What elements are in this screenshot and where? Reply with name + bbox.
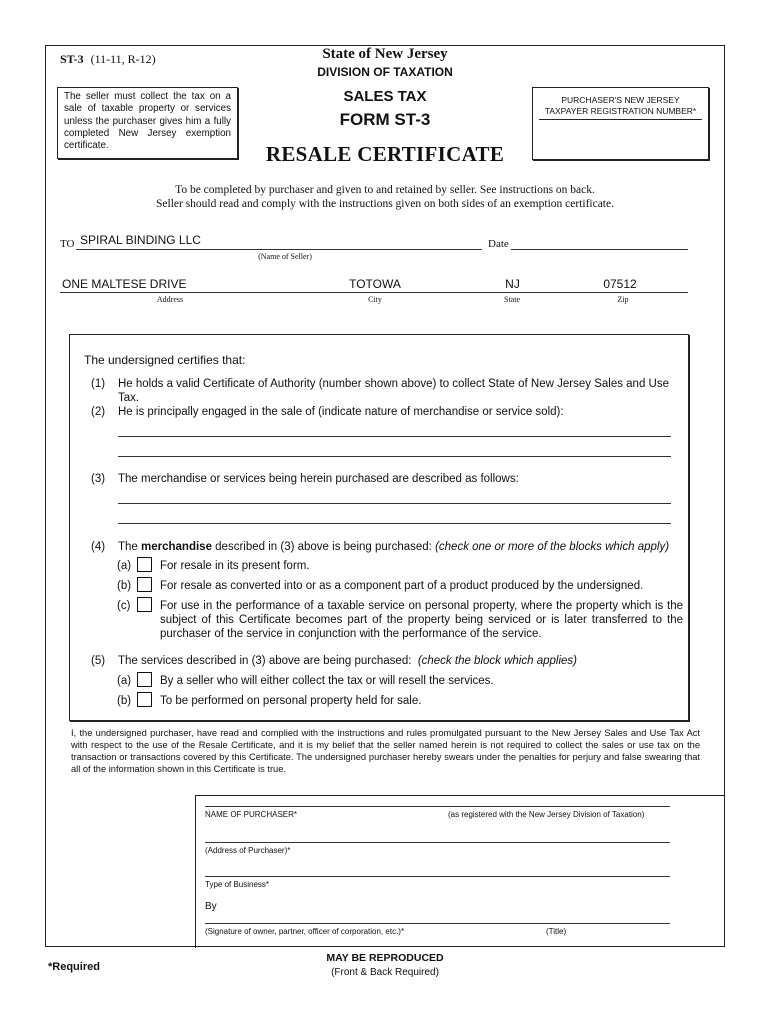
to-label: TO <box>60 238 75 250</box>
may-be-reproduced: MAY BE REPRODUCED <box>326 952 444 964</box>
seller-name-line <box>76 249 482 250</box>
item4-bold: merchandise <box>141 541 212 553</box>
item5-text <box>118 654 688 668</box>
address-caption: Address <box>156 295 184 304</box>
signature-label: (Signature of owner, partner, officer of corporation, etc.)* <box>205 927 405 936</box>
item4c-text: For use in the performance of a taxable service on personal property, where the property which is the subject of this Certificate becomes part of the property being serviced or is later transferred to the purchaser of the service in conjunction with the performance of the service. <box>160 600 683 640</box>
item4b-text: For resale as converted into or as a component part of a product produced by the undersigned. <box>160 580 644 592</box>
instructions <box>60 183 710 211</box>
item3-answer-line1[interactable] <box>118 503 671 504</box>
item5a-text: By a seller who will either collect the tax or will resell the services. <box>160 675 494 687</box>
title-label: (Title) <box>546 927 567 936</box>
item4b-letter: (b) <box>117 580 132 592</box>
item3-number: (3) <box>91 473 106 485</box>
business-type-line[interactable] <box>205 876 670 877</box>
required-note: *Required <box>48 961 100 973</box>
form-code: ST-3 <box>60 52 84 66</box>
date-label: Date <box>488 238 509 250</box>
reg-label-line2: TAXPAYER REGISTRATION NUMBER* <box>544 106 697 116</box>
business-type-label: Type of Business* <box>205 880 270 889</box>
purchaser-name-note: (as registered with the New Jersey Division of Taxation) <box>448 810 645 819</box>
date-line <box>511 249 688 250</box>
seller-name-caption: (Name of Seller) <box>258 252 312 261</box>
signature-line[interactable] <box>205 923 670 924</box>
item5a-checkbox[interactable] <box>137 672 152 687</box>
item3-answer-line2[interactable] <box>118 523 671 524</box>
zip-caption: Zip <box>617 295 629 304</box>
purchaser-name-line[interactable] <box>205 806 670 807</box>
registration-number-box[interactable] <box>532 87 709 160</box>
seller-city[interactable]: TOTOWA <box>349 277 401 291</box>
item5b-letter: (b) <box>117 695 132 707</box>
form-rev: (11-11, R-12) <box>90 52 156 66</box>
state-caption: State <box>504 295 520 304</box>
address-line <box>60 292 688 293</box>
item5-number: (5) <box>91 655 106 667</box>
by-label: By <box>205 901 217 912</box>
item1-number: (1) <box>91 378 106 390</box>
item4c-letter: (c) <box>117 600 131 612</box>
declaration-text: I, the undersigned purchaser, have read and complied with the instructions and rules promulgated pursuant to the New Jersey Sales and Use Tax Act with respect to the use of the Resale Certificate, and it is my belief that the seller named herein is not required to collect the sales or use tax on the transaction or transactions covered by this Certificate. The undersigned purchaser hereby swears under the penalties for perjury and false swearing that all of the information shown in this Certificate is true. <box>71 728 700 774</box>
certification-intro: The undersigned certifies that: <box>84 353 246 367</box>
item4-italic: (check one or more of the blocks which apply) <box>435 541 670 553</box>
state-name: State of New Jersey <box>322 46 448 62</box>
item2-answer-line1[interactable] <box>118 436 671 437</box>
certificate-title: RESALE CERTIFICATE <box>265 142 505 166</box>
purchaser-address-line[interactable] <box>205 842 670 843</box>
item5b-text: To be performed on personal property held for sale. <box>160 695 422 707</box>
item2-answer-line2[interactable] <box>118 456 671 457</box>
item4b-checkbox[interactable] <box>137 577 152 592</box>
item4-number: (4) <box>91 541 106 553</box>
item2-text: He is principally engaged in the sale of (indicate nature of merchandise or service sold): <box>118 406 564 418</box>
purchaser-address-label: (Address of Purchaser)* <box>205 846 291 855</box>
city-caption: City <box>368 295 382 304</box>
item4a-letter: (a) <box>117 560 132 572</box>
item2-number: (2) <box>91 406 106 418</box>
item5-pre: The services described in (3) above are being purchased: <box>118 655 418 667</box>
instructions-line1: To be completed by purchaser and given to and retained by seller. See instructions on back. <box>175 184 595 196</box>
item5a-letter: (a) <box>117 675 132 687</box>
reg-label-line1: PURCHASER'S NEW JERSEY <box>561 95 680 105</box>
seller-address[interactable]: ONE MALTESE DRIVE <box>62 277 187 291</box>
instructions-line2: Seller should read and comply with the instructions given on both sides of an exemption certificate. <box>156 198 614 210</box>
purchaser-name-label: NAME OF PURCHASER* <box>205 810 298 819</box>
notice-text: The seller must collect the tax on a sale of taxable property or services unless the purchaser gives him a fully completed New Jersey exemption certificate. <box>64 91 231 152</box>
form-code-line <box>60 52 156 67</box>
item5-italic: (check the block which applies) <box>417 655 577 667</box>
item1-text: He holds a valid Certificate of Authority (number shown above) to collect State of New Jersey Sales and Use Tax. <box>118 378 669 404</box>
item4-pre: The <box>118 541 142 553</box>
item4-text <box>118 540 688 554</box>
item3-text: The merchandise or services being herein purchased are described as follows: <box>118 473 519 485</box>
sales-tax-heading: SALES TAX <box>343 88 427 105</box>
seller-zip[interactable]: 07512 <box>603 277 637 291</box>
reg-divider <box>539 119 702 120</box>
notice-box <box>57 87 238 159</box>
front-back-required: (Front & Back Required) <box>331 967 439 978</box>
form-name-heading: FORM ST-3 <box>339 110 431 129</box>
item5b-checkbox[interactable] <box>137 692 152 707</box>
item4a-checkbox[interactable] <box>137 557 152 572</box>
item4a-text: For resale in its present form. <box>160 560 310 572</box>
division-name: DIVISION OF TAXATION <box>317 65 453 79</box>
item4-mid: described in (3) above is being purchased: <box>211 541 436 553</box>
seller-state[interactable]: NJ <box>505 277 520 291</box>
seller-name[interactable]: SPIRAL BINDING LLC <box>80 233 201 247</box>
item4c-checkbox[interactable] <box>137 597 152 612</box>
